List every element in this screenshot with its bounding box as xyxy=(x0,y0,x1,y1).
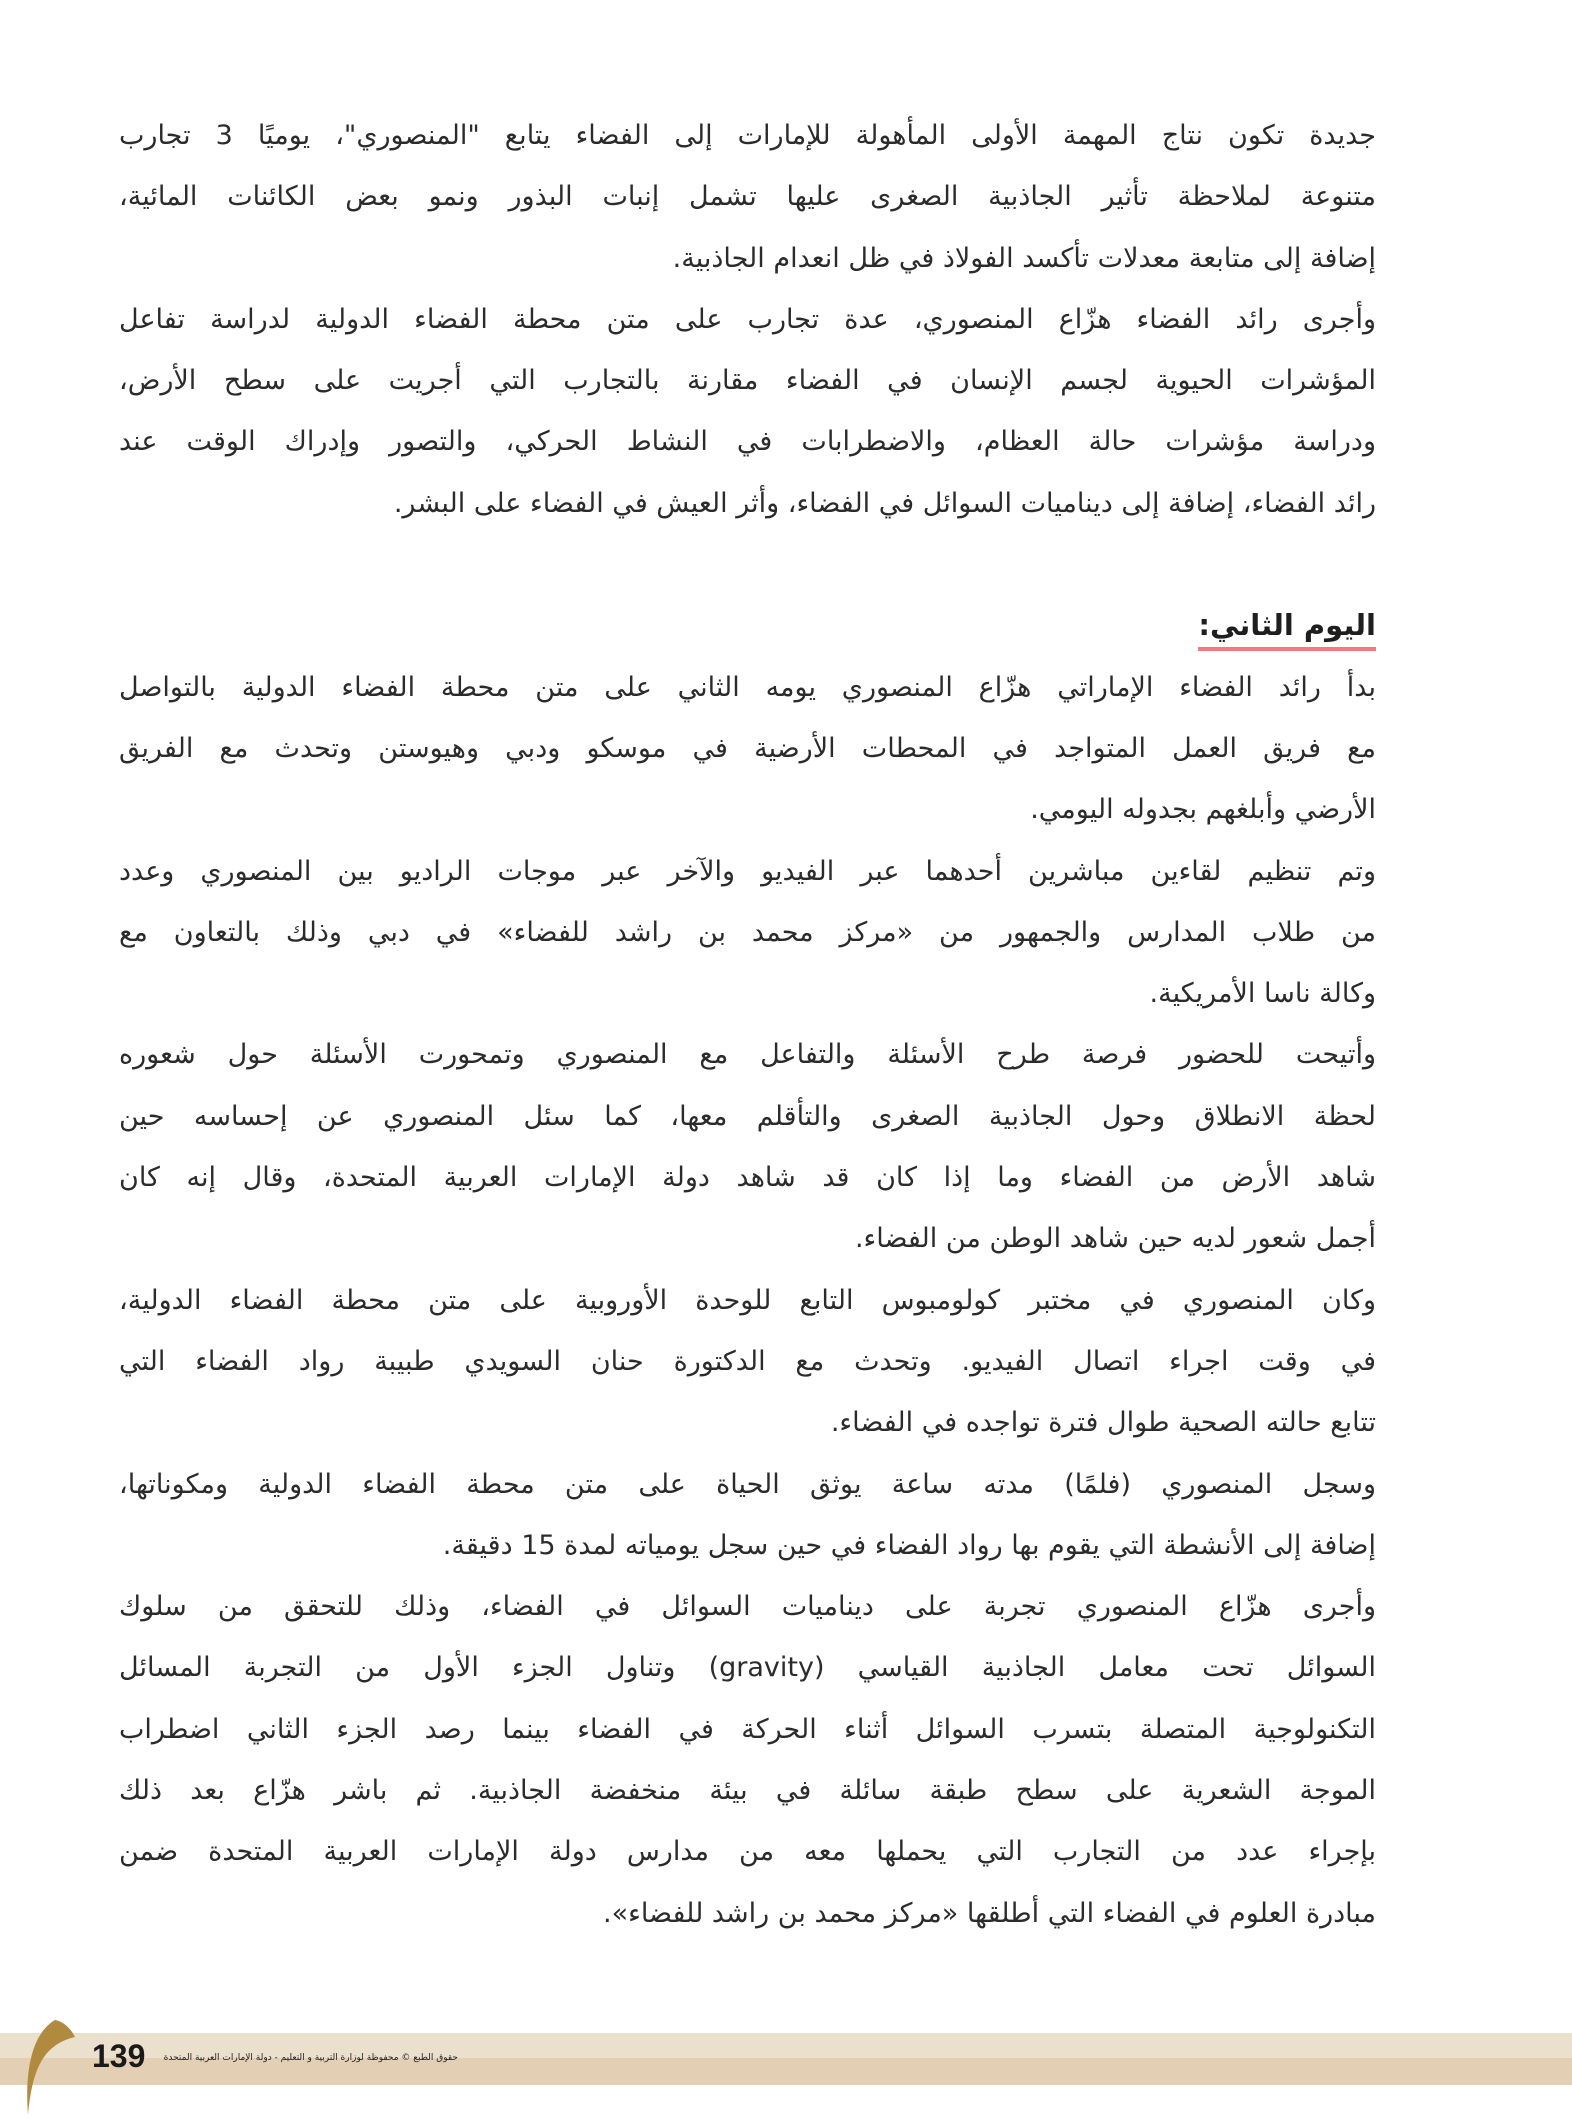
text-line: شاهد الأرض من الفضاء وما إذا كان قد شاهد دولة الإمارات العربية المتحدة، وقال إنه كان xyxy=(119,1162,1376,1194)
paragraph xyxy=(119,105,1376,289)
text-line: مبادرة العلوم في الفضاء التي أطلقها «مركز محمد بن راشد للفضاء». xyxy=(603,1897,1376,1929)
section-top xyxy=(119,105,1376,534)
text-line: وسجل المنصوري (فلمًا) مدته ساعة يوثق الحياة على متن محطة الفضاء الدولية ومكوناتها، xyxy=(119,1468,1376,1500)
text-line: وأتيحت للحضور فرصة طرح الأسئلة والتفاعل مع المنصوري وتمحورت الأسئلة حول شعوره xyxy=(119,1039,1376,1071)
paragraph xyxy=(119,1024,1376,1269)
paragraph xyxy=(119,841,1376,1025)
text-line: وأجرى هزّاع المنصوري تجربة على ديناميات السوائل في الفضاء، وذلك للتحقق من سلوك xyxy=(119,1591,1376,1623)
text-line: الأرضي وأبلغهم بجدوله اليومي. xyxy=(1030,794,1376,826)
text-line: مع فريق العمل المتواجد في المحطات الأرضية في موسكو ودبي وهيوستن وتحدث مع الفريق xyxy=(119,732,1376,764)
section-heading xyxy=(119,595,1376,656)
page-number: 139 xyxy=(92,2038,146,2074)
text-line: إضافة إلى متابعة معدلات تأكسد الفولاذ في ظل انعدام الجاذبية. xyxy=(672,242,1376,274)
text-line: وتم تنظيم لقاءين مباشرين أحدهما عبر الفيديو والآخر عبر موجات الراديو بين المنصوري وعدد xyxy=(119,855,1376,887)
decorative-arc-icon xyxy=(10,2015,90,2120)
text-line: متنوعة لملاحظة تأثير الجاذبية الصغرى عليها تشمل إنبات البذور ونمو بعض الكائنات المائية، xyxy=(119,181,1376,213)
section-day-two xyxy=(119,657,1376,1944)
paragraph xyxy=(119,1576,1376,1944)
text-line: جديدة تكون نتاج المهمة الأولى المأهولة للإمارات إلى الفضاء يتابع "المنصوري"، يوميًا 3 تجارب xyxy=(119,120,1376,151)
heading-day-two: اليوم الثاني: xyxy=(1198,603,1376,651)
text-line: رائد الفضاء، إضافة إلى ديناميات السوائل في الفضاء، وأثر العيش في الفضاء على البشر. xyxy=(393,487,1376,519)
text-line: وأجرى رائد الفضاء هزّاع المنصوري، عدة تجارب على متن محطة الفضاء الدولية لدراسة تفاعل xyxy=(119,303,1376,335)
text-line: السوائل تحت معامل الجاذبية القياسي (gravity) وتناول الجزء الأول من التجربة المسائل xyxy=(119,1652,1376,1684)
copyright-notice: حقوق الطبع © محفوظة لوزارة التربية و التعليم - دولة الإمارات العربية المتحدة xyxy=(163,2053,458,2063)
text-line: أجمل شعور لديه حين شاهد الوطن من الفضاء. xyxy=(854,1223,1376,1255)
text-line: من طلاب المدارس والجمهور من «مركز محمد بن راشد للفضاء» في دبي وذلك بالتعاون مع xyxy=(119,916,1376,948)
text-line: ودراسة مؤشرات حالة العظام، والاضطرابات في النشاط الحركي، والتصور وإدراك الوقت عند xyxy=(119,426,1376,458)
text-line: في وقت اجراء اتصال الفيديو. وتحدث مع الدكتورة حنان السويدي طبيبة رواد الفضاء التي xyxy=(119,1345,1376,1377)
text-line: إضافة إلى الأنشطة التي يقوم بها رواد الفضاء في حين سجل يومياته لمدة 15 دقيقة. xyxy=(442,1529,1376,1561)
text-line: بإجراء عدد من التجارب التي يحملها معه من مدارس دولة الإمارات العربية المتحدة ضمن xyxy=(119,1836,1376,1868)
text-line: تتابع حالته الصحية طوال فترة تواجده في الفضاء. xyxy=(830,1407,1376,1439)
text-line: الموجة الشعرية على سطح طبقة سائلة في بيئة منخفضة الجاذبية. ثم باشر هزّاع بعد ذلك xyxy=(119,1775,1376,1807)
text-line: التكنولوجية المتصلة بتسرب السوائل أثناء الحركة في الفضاء بينما رصد الجزء الثاني اضطراب xyxy=(119,1713,1376,1745)
paragraph xyxy=(119,1454,1376,1577)
article-body xyxy=(119,105,1376,1944)
paragraph xyxy=(119,657,1376,841)
text-line: المؤشرات الحيوية لجسم الإنسان في الفضاء مقارنة بالتجارب التي أجريت على سطح الأرض، xyxy=(119,365,1376,397)
text-line: وكان المنصوري في مختبر كولومبوس التابع للوحدة الأوروبية على متن محطة الفضاء الدولية، xyxy=(119,1284,1376,1316)
text-line: لحظة الانطلاق وحول الجاذبية الصغرى والتأقلم معها، كما سئل المنصوري عن إحساسه حين xyxy=(119,1100,1376,1132)
text-line: وكالة ناسا الأمريكية. xyxy=(1149,978,1376,1010)
paragraph xyxy=(119,1270,1376,1454)
paragraph xyxy=(119,289,1376,534)
text-line: بدأ رائد الفضاء الإماراتي هزّاع المنصوري يومه الثاني على متن محطة الفضاء الدولية بالتواصل xyxy=(119,671,1376,703)
